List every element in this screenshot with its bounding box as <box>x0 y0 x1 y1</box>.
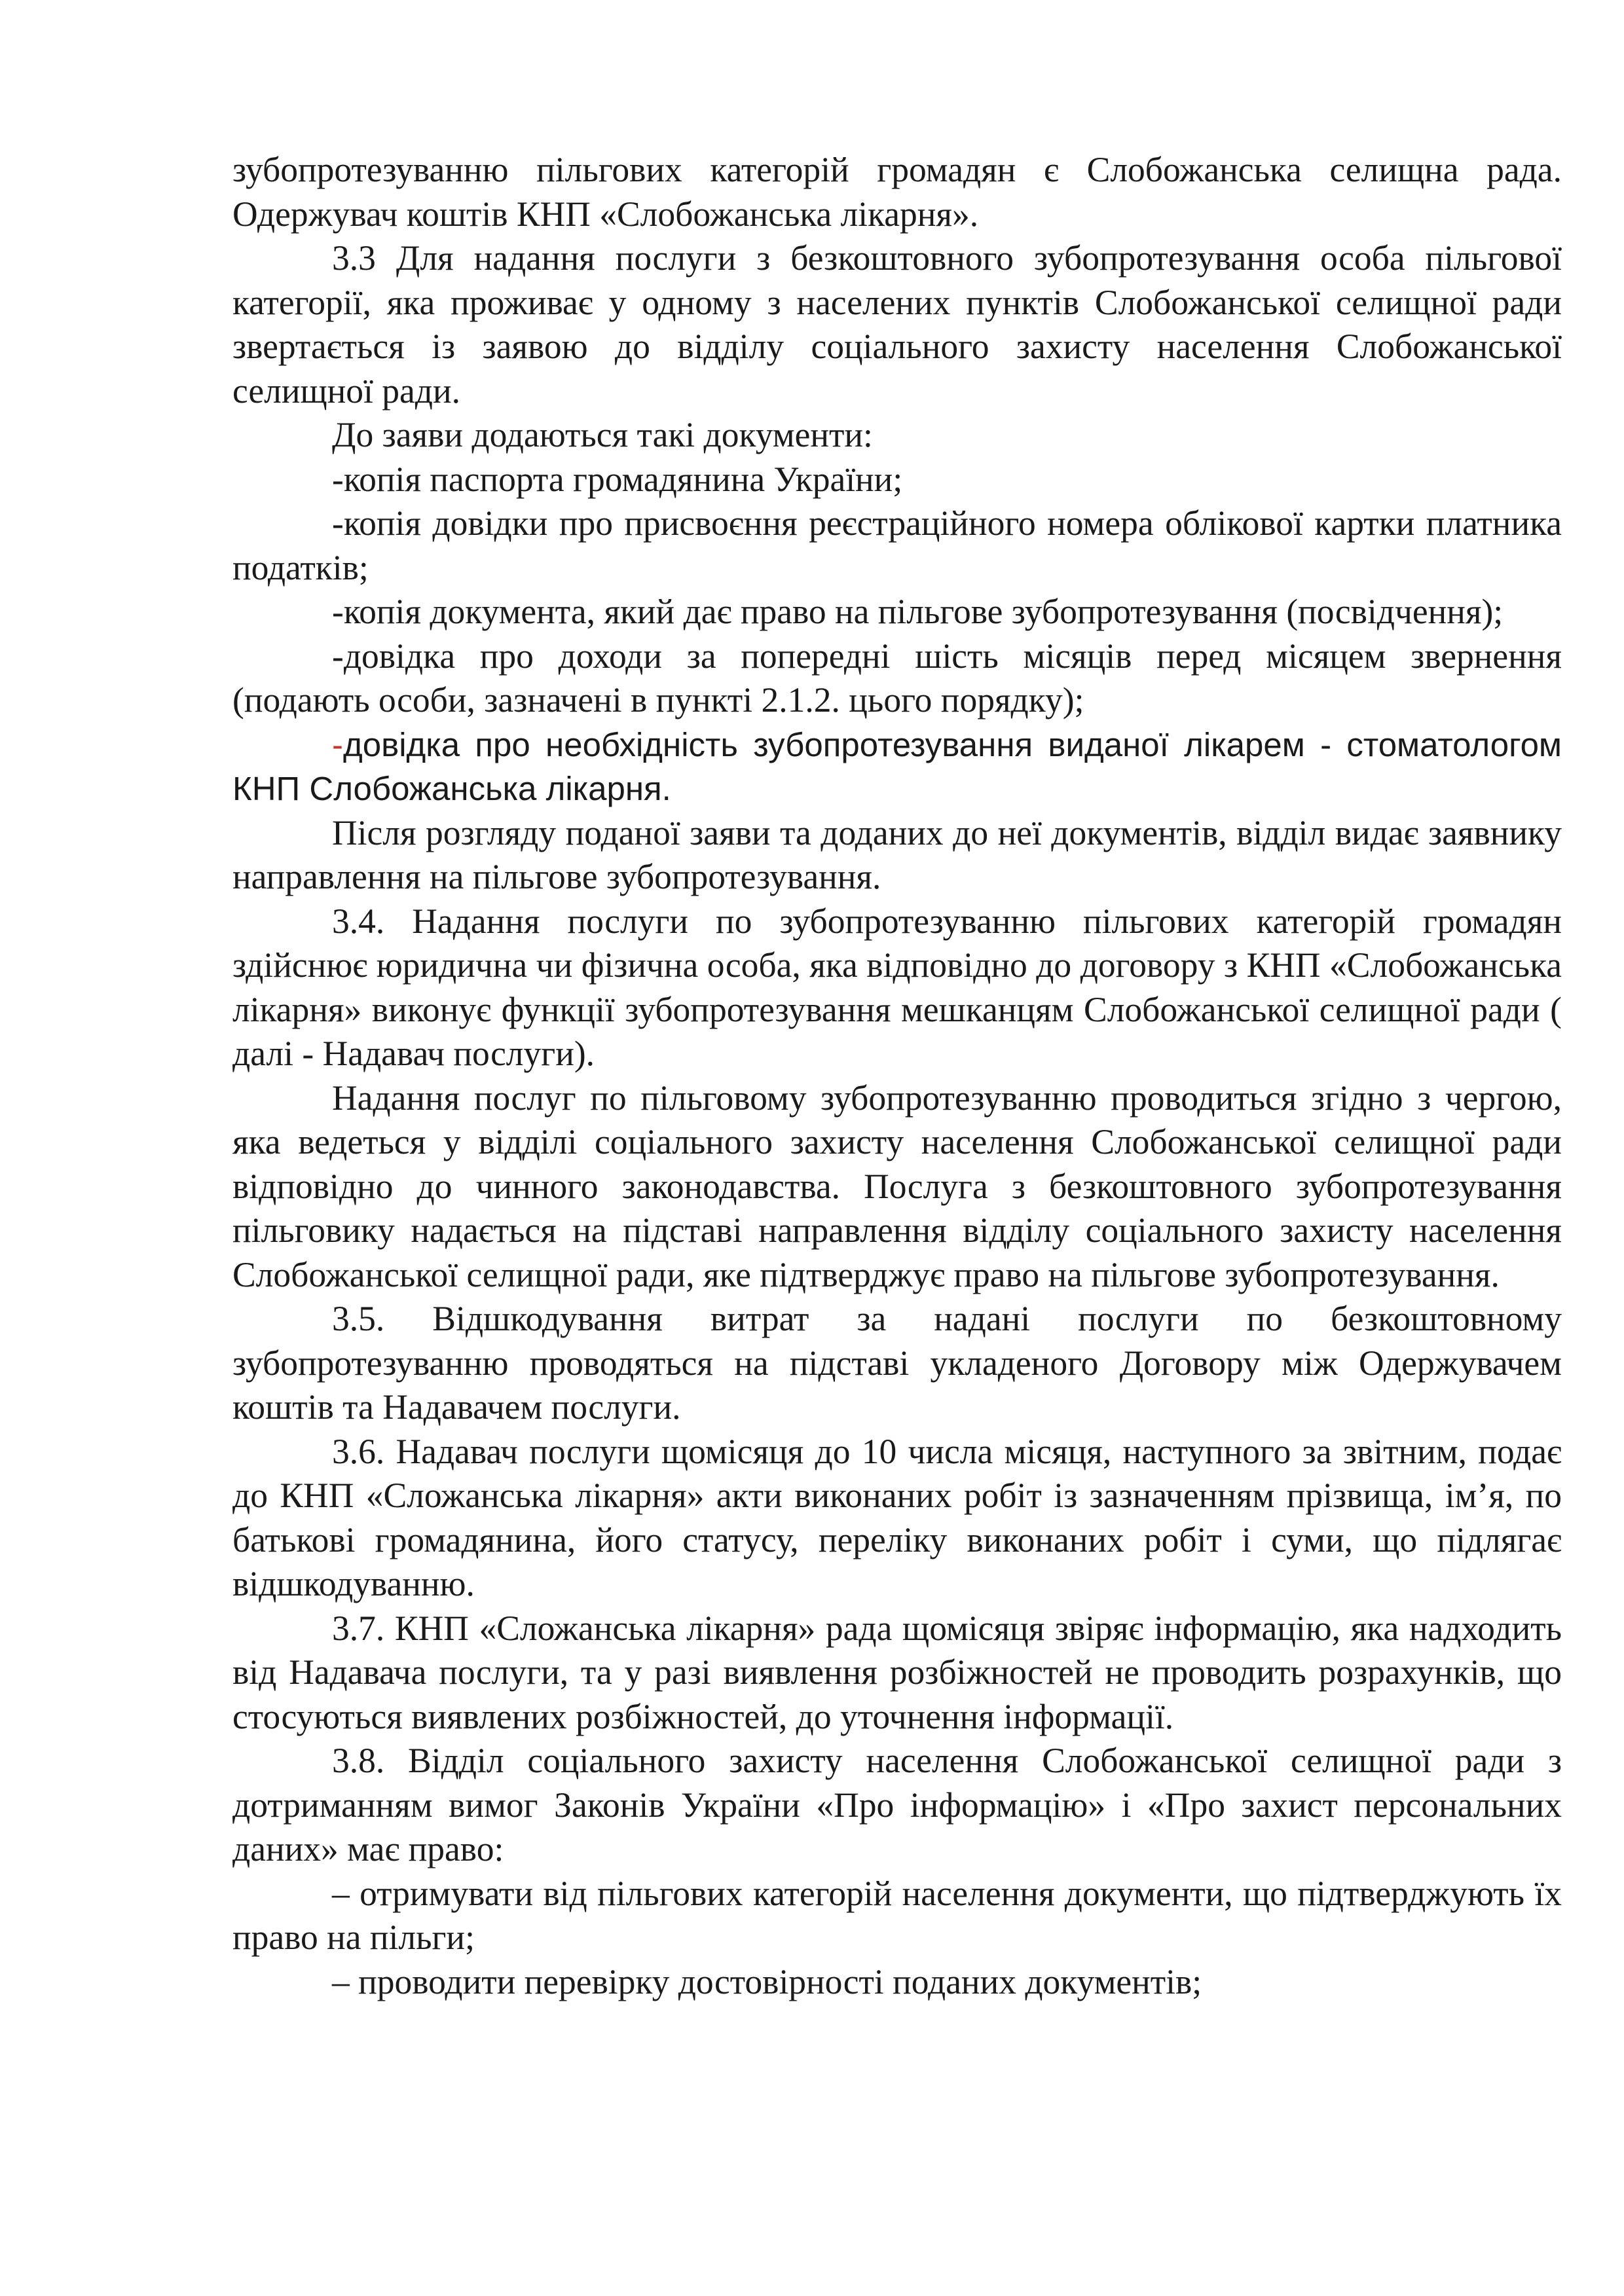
paragraph-3-7: 3.7. КНП «Сложанська лікарня» рада щомісяця звіряє інформацію, яка надходить від Надавача послуги, та у разі виявлення розбіжностей не проводить розрахунків, що стосуються виявлених розбіжностей, до уточнення інформації. <box>232 1608 1562 1736</box>
paragraph-3-3: 3.3 Для надання послуги з безкоштовного зубопротезування особа пільгової категорії, яка проживає у одному з населених пунктів Слобожанської селищної ради звертається із заявою до відділу соціального захисту населення Слобожанської селищної ради. <box>232 238 1562 410</box>
list-item-dentist-note <box>232 723 1562 811</box>
list-item-income: -довідка про доходи за попередні шість місяців перед місяцем звернення (подають особи, зазначені в пункті 2.1.2. цього порядку); <box>232 636 1562 720</box>
paragraph-continuation: зубопротезуванню пільгових категорій громадян є Слобожанська селищна рада. Одержувач коштів КНП «Слобожанська лікарня». <box>232 150 1562 234</box>
paragraph-3-6: 3.6. Надавач послуги щомісяця до 10 числа місяця, наступного за звітним, подає до КНП «Сложанська лікарня» акти виконаних робіт із зазначенням прізвища, ім’я, по батькові громадянина, його статусу, переліку виконаних робіт і суми, що підлягає відшкодуванню. <box>232 1431 1562 1603</box>
list-item-passport: -копія паспорта громадянина України; <box>332 459 903 499</box>
paragraph-3-8: 3.8. Відділ соціального захисту населення Слобожанської селищної ради з дотриманням вимог Законів України «Про інформацію» і «Про захист персональних даних» має право: <box>232 1741 1562 1868</box>
paragraph-3-4: 3.4. Надання послуги по зубопротезуванню пільгових категорій громадян здійснює юридична чи фізична особа, яка відповідно до договору з КНП «Слобожанська лікарня» виконує функції зубопротезування мешканцям Слобожанської селищної ради ( далі - Надавач послуги). <box>232 901 1562 1073</box>
paragraph-queue: Надання послуг по пільговому зубопротезуванню проводиться згідно з чергою, яка ведеться у відділі соціального захисту населення Слобожанської селищної ради відповідно до чинного законодавства. Послуга з безкоштовного зубопротезування пільговику надається на підставі направлення відділу соціального захисту населення Слобожанської селищної ради, яке підтверджує право на пільгове зубопротезування. <box>232 1078 1562 1294</box>
dentist-note-text: довідка про необхідність зубопротезування виданої лікарем - стоматологом КНП Слобожанська лікарня. <box>232 725 1562 807</box>
paragraph-after-review: Після розгляду поданої заяви та доданих до неї документів, відділ видає заявнику направлення на пільгове зубопротезування. <box>232 812 1562 896</box>
list-item-certificate: -копія документа, який дає право на пільгове зубопротезування (посвідчення); <box>332 592 1504 631</box>
paragraph-documents-intro: До заяви додаються такі документи: <box>332 415 873 454</box>
red-dash: - <box>332 725 343 763</box>
document-body <box>232 148 1562 2004</box>
list-item-verify-docs: – проводити перевірку достовірності поданих документів; <box>332 1961 1202 2001</box>
paragraph-3-5: 3.5. Відшкодування витрат за надані послуги по безкоштовному зубопротезуванню проводяться на підставі укладеного Договору між Одержувачем коштів та Надавачем послуги. <box>232 1299 1562 1427</box>
list-item-receive-docs: – отримувати від пільгових категорій населення документи, що підтверджують їх право на пільги; <box>232 1873 1562 1957</box>
list-item-tax-card: -копія довідки про присвоєння реєстраційного номера облікової картки платника податків; <box>232 503 1562 587</box>
